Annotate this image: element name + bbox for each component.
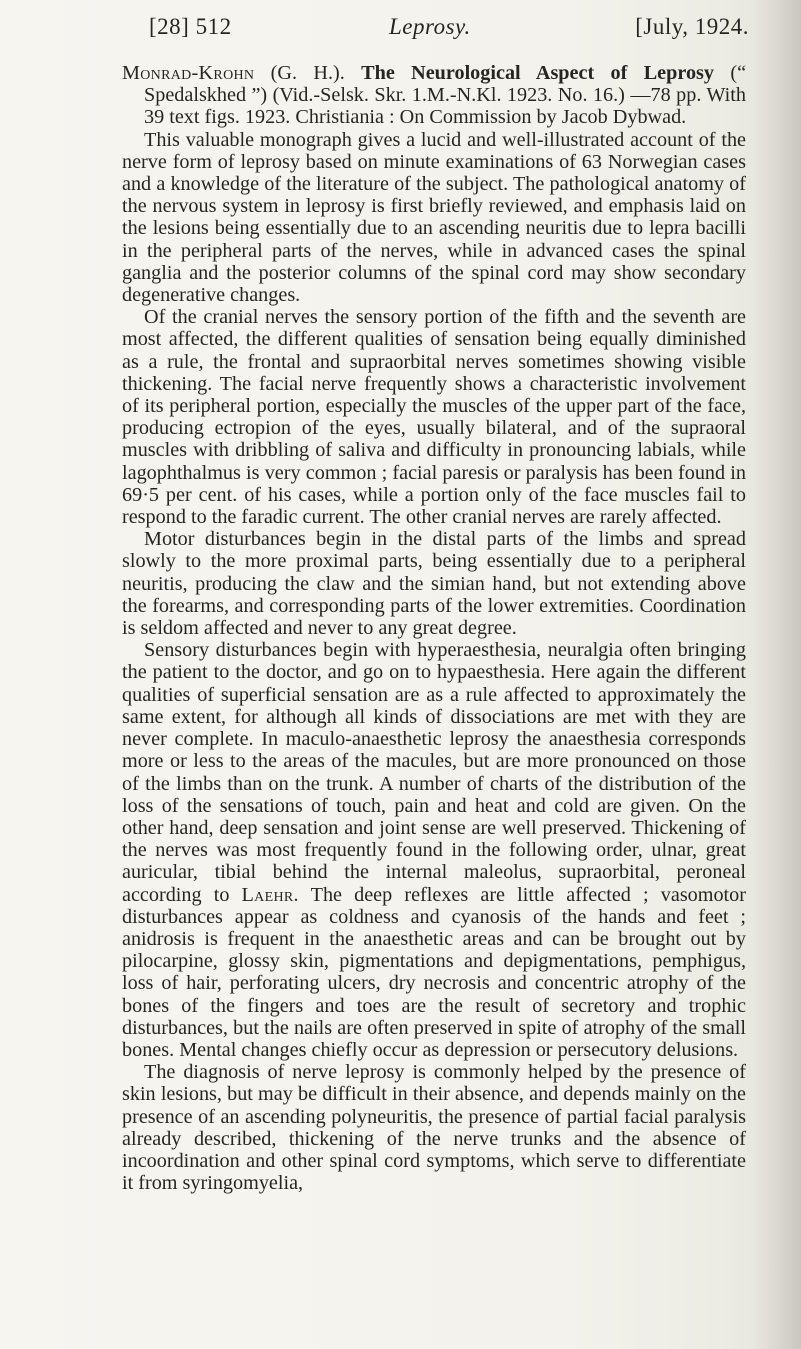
paragraph-4-text-a: Sensory disturbances begin with hyperaesthesia, neuralgia often bringing the patient to the doctor, and go on to hypaesthesia. Here again the different qualities of superficial sensation are as a rule affected to approximately the same extent, for although all kinds of dissociations are met with they are never complete. In maculo-anaesthetic leprosy the anaesthesia corresponds more or less to the areas of the macules, but are more pronounced on those of the limbs than on the trunk. A number of charts of the distribution of the loss of the sensations of touch, pain and heat and cold are given. On the other hand, deep sensation and joint sense are well preserved. Thickening of the nerves was most frequently found in the following order, ulnar, great auricular, tibial behind the internal maleolus, supraorbital, peroneal according to [122,639,746,906]
article-body [122,62,746,1194]
paragraph-4-text-b: The deep reflexes are little affected ; vasomotor disturbances appear as coldness and cyanosis of the hands and feet ; anidrosis is frequent in the anaesthetic areas and can be brought out by pilocarpine, glossy skin, pigmentations and depigmentations, pemphigus, loss of hair, perforating ulcers, dry necrosis and concentric atrophy of the bones of the fingers and toes are the result of secretory and trophic disturbances, but the nails are often preserved in spite of atrophy of the small bones. Mental changes chiefly occur as depression or persecutory delusions. [122,883,746,1061]
citation-title: The Neurological Aspect of Leprosy [361,62,714,84]
citation-details: (“ Spedalskhed ”) (Vid.-Selsk. Skr. 1.M.-N.Kl. 1923. No. 16.) —78 pp. With 39 text figs. 1923. Christiania : On Commission by Jacob Dybwad. [144,62,747,129]
page-edge-shadow [753,0,801,1349]
paragraph-1: This valuable monograph gives a lucid and well-illustrated account of the nerve form of leprosy based on minute examinations of 63 Norwegian cases and a knowledge of the literature of the subject. The pathological anatomy of the nervous system in leprosy is first briefly reviewed, and emphasis laid on the lesions being essentially due to an ascending neuritis due to lepra bacilli in the peripheral parts of the nerves, while in advanced cases the spinal ganglia and the posterior columns of the spinal cord may show secondary degenerative changes. [122,128,746,307]
paragraph-5: The diagnosis of nerve leprosy is commonly helped by the presence of skin lesions, but may be difficult in their absence, and depends mainly on the presence of an ascending polyneuritis, the presence of partial facial paralysis already described, thickening of the nerve trunks and the absence of incoordination and other spinal cord symptoms, which serve to differentiate it from syringomyelia, [122,1061,746,1195]
paragraph-3: Motor disturbances begin in the distal parts of the limbs and spread slowly to the more proximal parts, being essentially due to a peripheral neuritis, producing the claw and the simian hand, but not extending above the forearms, and corresponding parts of the lower extremities. Coordination is seldom affected and never to any great degree. [122,528,746,640]
author-name-laehr: Laehr. [241,883,299,906]
issue-date: [July, 1924. [635,14,749,39]
journal-section-title: Leprosy. [389,14,471,39]
paragraph-2: Of the cranial nerves the sensory portion of the fifth and the seventh are most affected, the different qualities of sensation being equally diminished as a rule, the frontal and supraorbital nerves sometimes showing visible thickening. The facial nerve frequently shows a characteristic involvement of its peripheral portion, especially the muscles of the upper part of the face, producing ectropion of the eyes, usually bilateral, and of the supraoral muscles with dribbling of saliva and difficulty in pronouncing labials, while lagophthalmus is very common ; facial paresis or paralysis has been found in 69·5 per cent. of his cases, while a portion only of the face muscles fail to respond to the faradic current. The other cranial nerves are rarely affected. [122,306,746,529]
citation [122,62,746,129]
citation-initials: (G. H.). [270,62,345,84]
page-number: [28] 512 [149,14,232,39]
running-header [149,14,749,50]
paragraph-4 [122,639,746,1061]
citation-author: Monrad-Krohn [122,62,255,84]
